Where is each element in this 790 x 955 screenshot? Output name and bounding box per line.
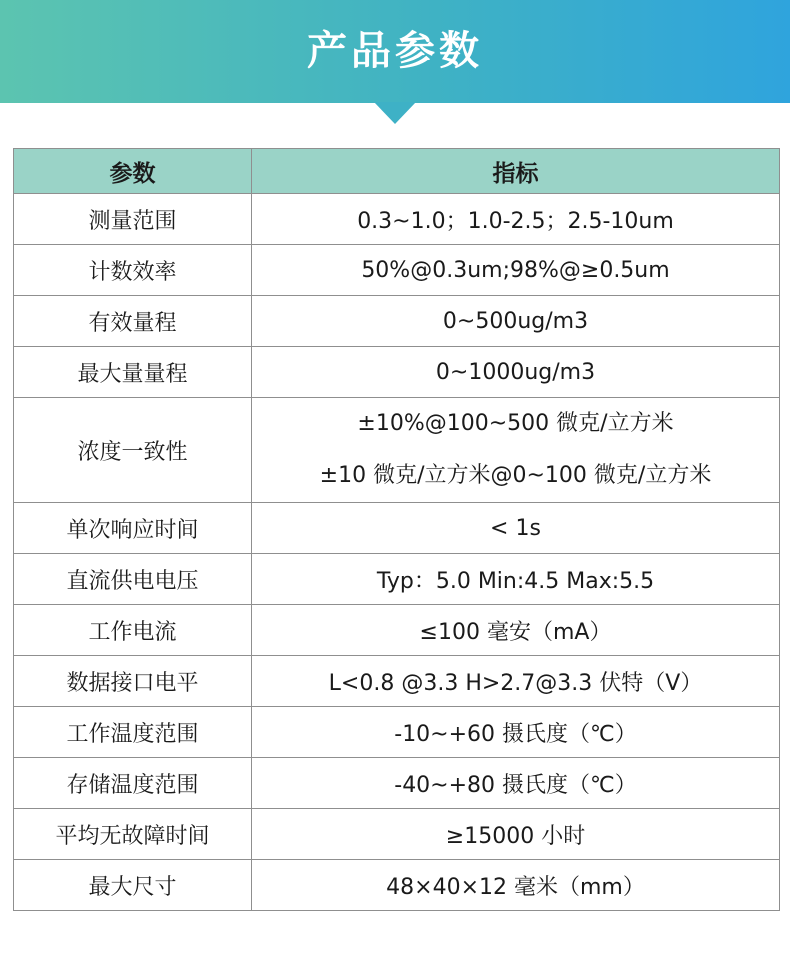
table-row	[14, 809, 780, 860]
value-line: ±10 微克/立方米@0~100 微克/立方米	[319, 463, 712, 488]
header-value: 指标	[252, 149, 780, 194]
table-row	[14, 503, 780, 554]
value-line: ±10%@100~500 微克/立方米	[357, 411, 674, 436]
table-row	[14, 656, 780, 707]
title-banner	[0, 0, 790, 103]
value-cell: < 1s	[252, 503, 780, 554]
value-cell: Typ：5.0 Min:4.5 Max:5.5	[252, 554, 780, 605]
table-row	[14, 860, 780, 911]
table-row	[14, 758, 780, 809]
param-cell: 有效量程	[14, 296, 252, 347]
param-cell: 单次响应时间	[14, 503, 252, 554]
param-cell: 最大量量程	[14, 347, 252, 398]
table-row	[14, 347, 780, 398]
table-row	[14, 554, 780, 605]
table-row	[14, 245, 780, 296]
value-cell: 48×40×12 毫米（mm）	[252, 860, 780, 911]
param-cell: 存储温度范围	[14, 758, 252, 809]
param-cell: 工作电流	[14, 605, 252, 656]
page-title: 产品参数	[307, 28, 483, 74]
param-cell: 测量范围	[14, 194, 252, 245]
banner-pointer	[374, 102, 416, 124]
value-cell	[252, 398, 780, 503]
table-row	[14, 296, 780, 347]
param-cell: 数据接口电平	[14, 656, 252, 707]
value-cell: L<0.8 @3.3 H>2.7@3.3 伏特（V）	[252, 656, 780, 707]
table-row	[14, 605, 780, 656]
value-cell: ≥15000 小时	[252, 809, 780, 860]
spec-table	[13, 148, 780, 911]
table-header-row	[14, 149, 780, 194]
table-row	[14, 194, 780, 245]
param-cell: 计数效率	[14, 245, 252, 296]
table-row	[14, 398, 780, 503]
table-row	[14, 707, 780, 758]
param-cell: 工作温度范围	[14, 707, 252, 758]
value-cell: 0~500ug/m3	[252, 296, 780, 347]
value-cell: ≤100 毫安（mA）	[252, 605, 780, 656]
param-cell: 直流供电电压	[14, 554, 252, 605]
value-cell: 0~1000ug/m3	[252, 347, 780, 398]
value-cell: -10~+60 摄氏度（℃）	[252, 707, 780, 758]
param-cell: 浓度一致性	[14, 398, 252, 503]
param-cell: 平均无故障时间	[14, 809, 252, 860]
value-cell: -40~+80 摄氏度（℃）	[252, 758, 780, 809]
header-param: 参数	[14, 149, 252, 194]
value-cell: 50%@0.3um;98%@≥0.5um	[252, 245, 780, 296]
value-cell: 0.3~1.0；1.0-2.5；2.5-10um	[252, 194, 780, 245]
param-cell: 最大尺寸	[14, 860, 252, 911]
